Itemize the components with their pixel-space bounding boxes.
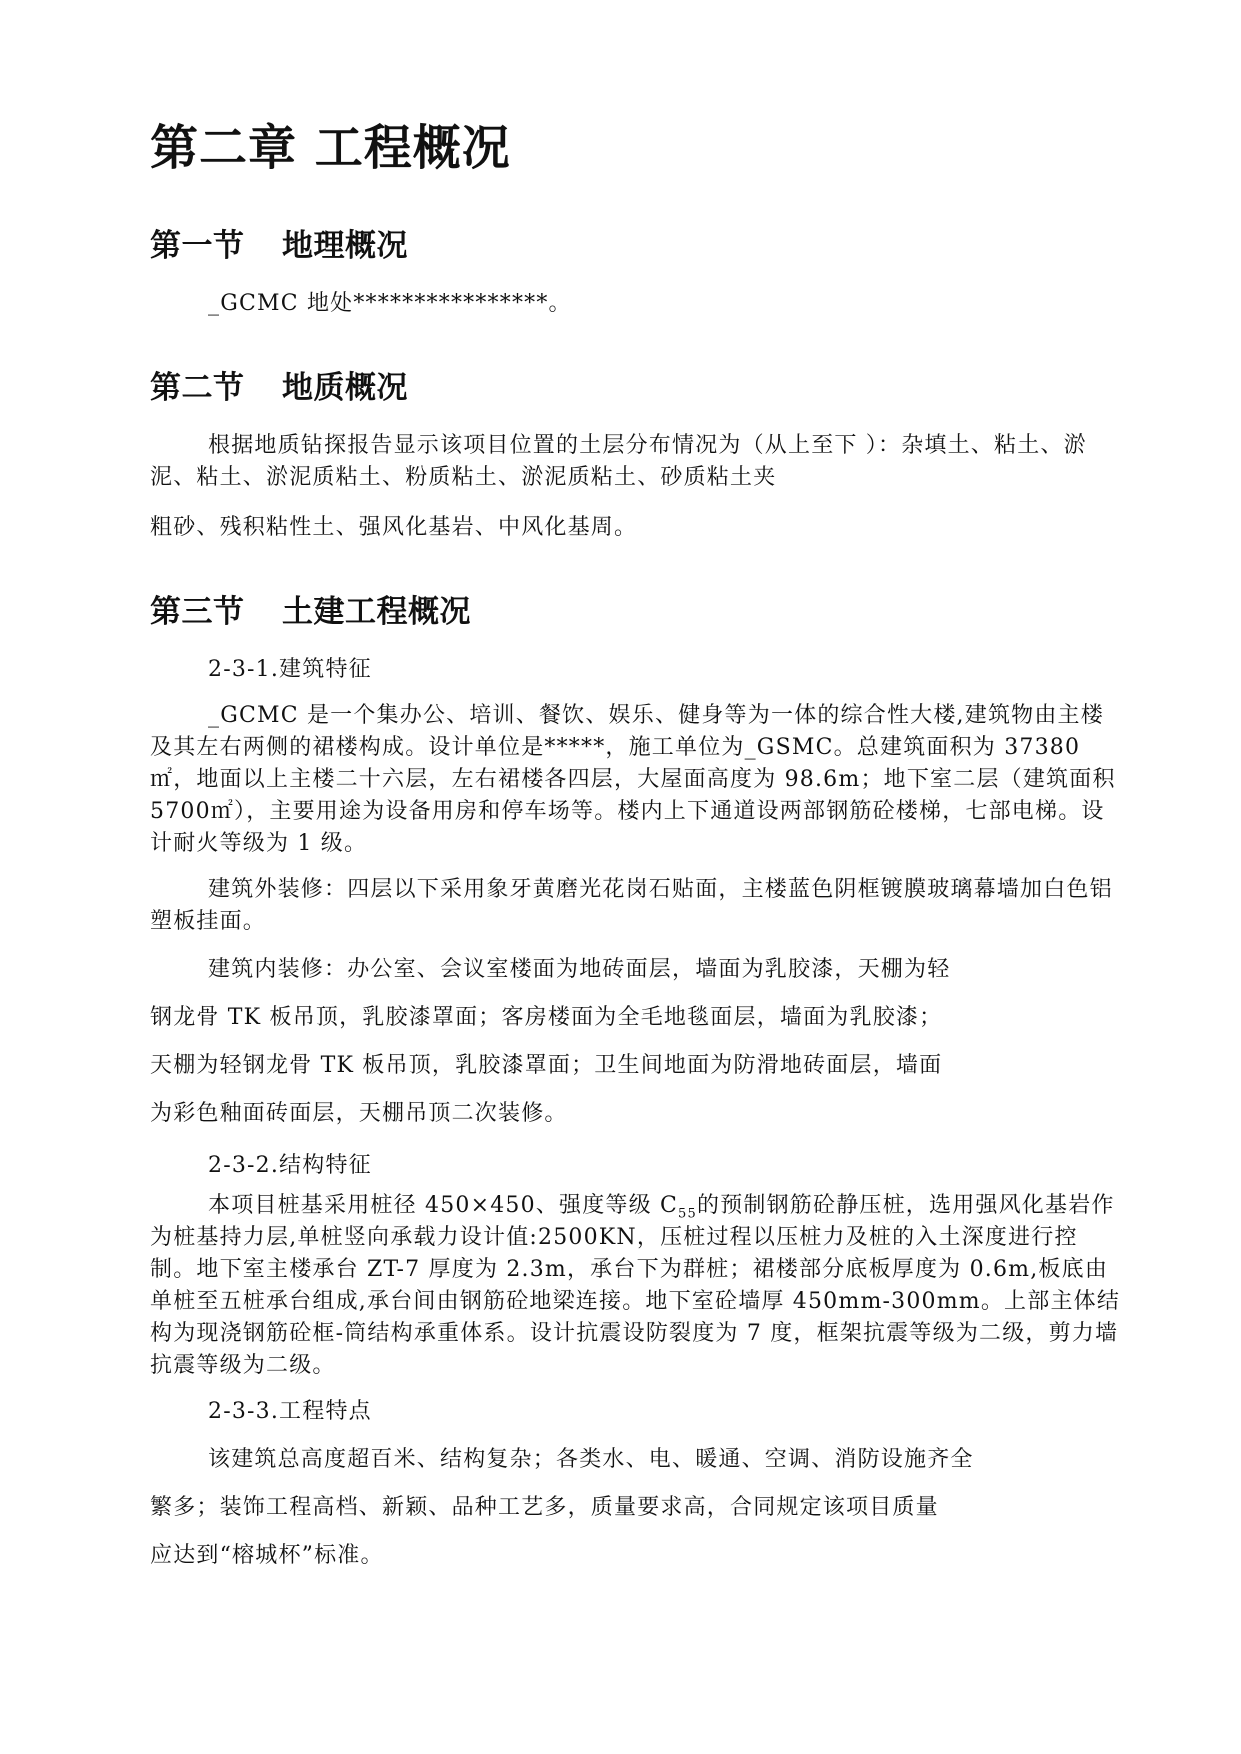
section-title-geology — [150, 360, 1121, 416]
geo-paragraph: _GCMC 地处****************。 — [208, 291, 572, 316]
architecture-paragraph: _GCMC 是一个集办公、培训、餐饮、娱乐、健身等为一体的综合性大楼,建筑物由主楼及其左右两侧的裙楼构成。设计单位是*****，施工单位为_GSMC。总建筑面积为 37380㎡，地面以上主楼二十六层，左右裙楼各四层，大屋面高度为 98.6m；地下室二层（建筑面积 5700㎡），主要用途为设备用房和停车场等。楼内上下通道设两部钢筋砼楼梯，七部电梯。设计耐火等级为 1 级。 — [150, 703, 1116, 856]
geology-paragraph: 根据地质钻探报告显示该项目位置的土层分布情况为（从上至下 ）：杂填土、粘土、淤泥、粘土、淤泥质粘土、粉质粘土、淤泥质粘土、砂质粘土夹 — [150, 433, 1087, 490]
concrete-grade-subscript: 55 — [678, 1206, 697, 1222]
section-heading: 土建工程概况 — [282, 594, 471, 630]
section-heading: 地理概况 — [282, 228, 408, 264]
structure-paragraph — [150, 1190, 1121, 1382]
section-number: 第二节 — [150, 370, 245, 406]
structure-text-a: 本项目桩基采用桩径 450×450、强度等级 C — [208, 1193, 679, 1218]
interior-decoration-line: 钢龙骨 TK 板吊顶，乳胶漆罩面；客房楼面为全毛地毯面层，墙面为乳胶漆； — [150, 1005, 943, 1030]
structure-text-b: 的预制钢筋砼静压桩，选用强风化基岩作为桩基持力层,单桩竖向承载力设计值:2500KN，压桩过程以压桩力及桩的入土深度进行控制。地下室主楼承台 ZT-7 厚度为 2.3m，承台下为群桩；裙楼部分底板厚度为 0.6m,板底由单桩至五桩承台组成,承台间由钢筋砼地梁连接。地下室砼墙厚 450mm-300mm。上部主体结构为现浇钢筋砼框-筒结构承重体系。设计抗震设防裂度为 7 度，框架抗震等级为二级，剪力墙抗震等级为二级。 — [150, 1193, 1121, 1378]
section-heading: 地质概况 — [282, 370, 408, 406]
features-line: 该建筑总高度超百米、结构复杂；各类水、电、暖通、空调、消防设施齐全 — [208, 1447, 974, 1472]
features-line: 繁多；装饰工程高档、新颖、品种工艺多，质量要求高，合同规定该项目质量 — [150, 1495, 939, 1520]
geology-paragraph-continued: 粗砂、残积粘性土、强风化基岩、中风化基周。 — [150, 515, 638, 540]
interior-decoration-line: 建筑内装修：办公室、会议室楼面为地砖面层，墙面为乳胶漆，天棚为轻 — [208, 957, 951, 982]
section-number: 第一节 — [150, 228, 245, 264]
subsection-heading-architecture: 2-3-1.建筑特征 — [208, 657, 372, 682]
interior-decoration-line: 为彩色釉面砖面层，天棚吊顶二次装修。 — [150, 1101, 568, 1126]
features-line: 应达到“榕城杯”标准。 — [150, 1543, 384, 1568]
subsection-heading-structure: 2-3-2.结构特征 — [208, 1153, 372, 1178]
section-title-civil — [150, 584, 1121, 640]
section-number: 第三节 — [150, 594, 245, 630]
subsection-heading-features: 2-3-3.工程特点 — [208, 1399, 372, 1424]
exterior-decoration-paragraph: 建筑外装修：四层以下采用象牙黄磨光花岗石贴面，主楼蓝色阴框镀膜玻璃幕墙加白色铝塑板挂面。 — [150, 877, 1113, 934]
interior-decoration-line: 天棚为轻钢龙骨 TK 板吊顶，乳胶漆罩面；卫生间地面为防滑地砖面层，墙面 — [150, 1053, 943, 1078]
chapter-title: 第二章 工程概况 — [150, 120, 511, 176]
section-title-geography — [150, 218, 1121, 274]
